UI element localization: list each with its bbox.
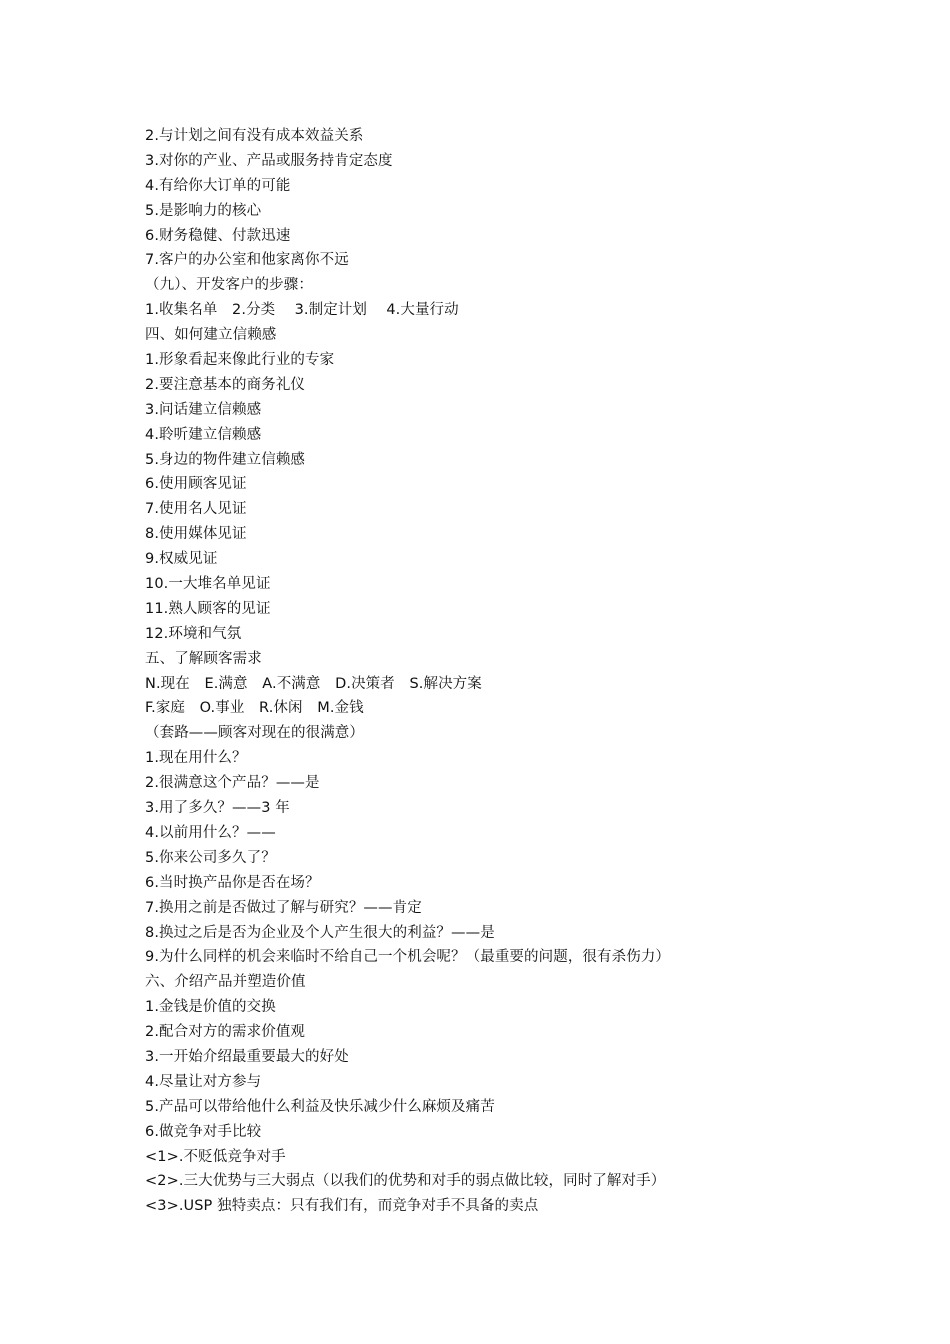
document-body (145, 124, 905, 1219)
text-line: <2>.三大优势与三大弱点（以我们的优势和对手的弱点做比较，同时了解对手） (145, 1173, 666, 1190)
text-line: 7.客户的办公室和他家离你不远 (145, 252, 349, 269)
text-line: 2.要注意基本的商务礼仪 (145, 376, 306, 393)
text-line: 8.换过之后是否为企业及个人产生很大的利益？——是 (145, 924, 495, 941)
text-line: 9.权威见证 (145, 551, 218, 568)
text-line: 2.与计划之间有没有成本效益关系 (145, 128, 364, 144)
text-line: 7.使用名人见证 (145, 501, 247, 518)
text-line: 1.收集名单 2.分类 3.制定计划 4.大量行动 (145, 302, 459, 319)
text-line: 1.金钱是价值的交换 (145, 999, 276, 1016)
text-line: 12.环境和气氛 (145, 625, 242, 642)
text-line: 5.是影响力的核心 (145, 202, 262, 219)
text-line: <1>.不贬低竞争对手 (145, 1148, 286, 1165)
text-line: 6.当时换产品你是否在场？ (145, 874, 320, 891)
text-line: 1.形象看起来像此行业的专家 (145, 352, 335, 369)
text-line: 2.配合对方的需求价值观 (145, 1024, 306, 1041)
text-line: 8.使用媒体见证 (145, 526, 247, 543)
text-line: 5.你来公司多久了？ (145, 849, 276, 866)
text-line: 10.一大堆名单见证 (145, 576, 271, 593)
text-line: 9.为什么同样的机会来临时不给自己一个机会呢？（最重要的问题，很有杀伤力） (145, 949, 671, 966)
text-line: 6.财务稳健、付款迅速 (145, 227, 291, 244)
text-line: <3>.USP 独特卖点：只有我们有，而竞争对手不具备的卖点 (145, 1198, 539, 1215)
text-line: （套路——顾客对现在的很满意） (145, 725, 364, 742)
text-line: 3.用了多久？——3 年 (145, 800, 290, 817)
section-heading: 五、了解顾客需求 (145, 650, 262, 667)
section-heading: 六、介绍产品并塑造价值 (145, 974, 306, 991)
text-line: 5.身边的物件建立信赖感 (145, 451, 306, 468)
text-line: 7.换用之前是否做过了解与研究？——肯定 (145, 899, 422, 916)
text-line: 4.以前用什么？—— (145, 824, 276, 841)
section-heading: （九）、开发客户的步骤： (145, 277, 313, 294)
text-line: 11.熟人顾客的见证 (145, 600, 271, 617)
text-line: 1.现在用什么？ (145, 750, 247, 767)
text-line: 4.聆听建立信赖感 (145, 426, 262, 443)
text-line: 3.对你的产业、产品或服务持肯定态度 (145, 152, 393, 169)
section-heading: 四、如何建立信赖感 (145, 327, 277, 344)
text-line: 3.问话建立信赖感 (145, 401, 262, 418)
text-line: 6.做竞争对手比较 (145, 1123, 262, 1140)
text-line: N.现在 E.满意 A.不满意 D.决策者 S.解决方案 (145, 675, 482, 692)
text-line: F.家庭 O.事业 R.休闲 M.金钱 (145, 700, 364, 717)
text-line: 2.很满意这个产品？——是 (145, 775, 320, 792)
text-line: 4.尽量让对方参与 (145, 1073, 262, 1090)
text-line: 5.产品可以带给他什么利益及快乐减少什么麻烦及痛苦 (145, 1098, 495, 1115)
text-line: 6.使用顾客见证 (145, 476, 247, 493)
text-line: 4.有给你大订单的可能 (145, 177, 291, 194)
text-line: 3.一开始介绍最重要最大的好处 (145, 1048, 349, 1065)
